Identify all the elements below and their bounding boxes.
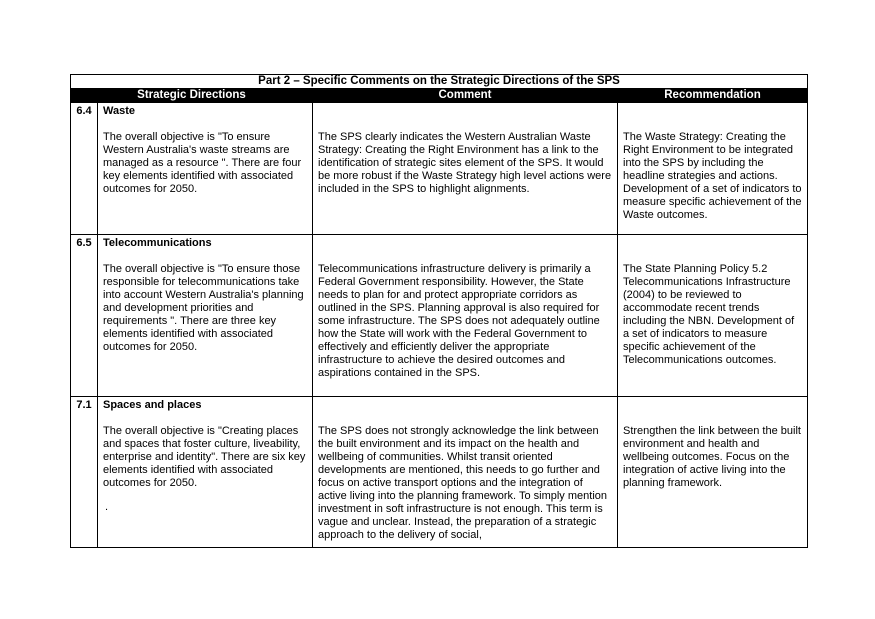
recommendation-cell <box>618 235 808 397</box>
direction-extra: . <box>105 501 109 513</box>
direction-text: The overall objective is "Creating places and spaces that foster culture, liveability, enterprise and identity". There are six key elements identified with associated outcomes for 2050. <box>103 425 306 489</box>
strategic-direction-cell <box>98 235 313 397</box>
direction-text: The overall objective is "To ensure those responsible for telecommunications take into account Western Australia's planning and development priorities and requirements ". There are three key elements identified with associated outcomes for 2050. <box>103 263 304 353</box>
strategic-direction-cell <box>98 397 313 548</box>
recommendation-cell <box>618 397 808 548</box>
comment-text: Telecommunications infrastructure delivery is primarily a Federal Government responsibility. However, the State needs to plan for and protect appropriate corridors as outlined in the SPS. Planning approval is also required for some infrastructure. The SPS does not adequately outline how the State will work with the Federal Government to effectively and efficiently deliver the appropriate infrastructure to achieve the desired outcomes and aspirations contained in the SPS. <box>318 263 600 379</box>
header-recommendation: Recommendation <box>618 89 808 103</box>
strategic-directions-table <box>70 74 808 548</box>
recommendation-text: The State Planning Policy 5.2 Telecommunications Infrastructure (2004) to be reviewed to accommodate recent trends including the NBN. Development of a set of indicators to measure specific achievement of the Telecommunications outcomes. <box>623 263 795 366</box>
header-strategic-directions: Strategic Directions <box>71 89 313 103</box>
section-number: 6.4 <box>71 103 98 235</box>
section-heading: Telecommunications <box>103 237 212 249</box>
comment-text: The SPS clearly indicates the Western Australian Waste Strategy: Creating the Right Environment has a link to the identification of strategic sites element of the SPS. It would be more robust if the Waste Strategy high level actions were included in the SPS to highlight alignments. <box>318 131 612 195</box>
table-row <box>71 235 808 397</box>
table-row <box>71 103 808 235</box>
section-number: 7.1 <box>71 397 98 548</box>
table-row <box>71 397 808 548</box>
comment-cell <box>313 103 618 235</box>
direction-text: The overall objective is "To ensure Western Australia's waste streams are managed as a resource ". There are four key elements identified with associated outcomes for 2050. <box>103 131 302 195</box>
section-number: 6.5 <box>71 235 98 397</box>
table-title: Part 2 – Specific Comments on the Strategic Directions of the SPS <box>71 75 808 89</box>
section-heading: Waste <box>103 105 135 117</box>
section-heading: Spaces and places <box>103 399 202 411</box>
recommendation-cell <box>618 103 808 235</box>
comment-text: The SPS does not strongly acknowledge the link between the built environment and its impact on the health and wellbeing of communities. Whilst transit oriented developments are mentioned, this needs to go further and focus on active transport options and the integration of active living into the planning framework. To simply mention investment in soft infrastructure is not enough. This term is vague and unclear. Instead, the preparation of a strategic approach to the delivery of social, <box>318 425 607 541</box>
comment-cell <box>313 235 618 397</box>
comment-cell <box>313 397 618 548</box>
recommendation-text: Strengthen the link between the built environment and health and wellbeing outcomes. Focus on the integration of active living into the planning framework. <box>623 425 801 489</box>
strategic-direction-cell <box>98 103 313 235</box>
recommendation-text: The Waste Strategy: Creating the Right Environment to be integrated into the SPS by including the headline strategies and actions. Development of a set of indicators to measure specific achievement of the Waste outcomes. <box>623 131 802 221</box>
header-comment: Comment <box>313 89 618 103</box>
